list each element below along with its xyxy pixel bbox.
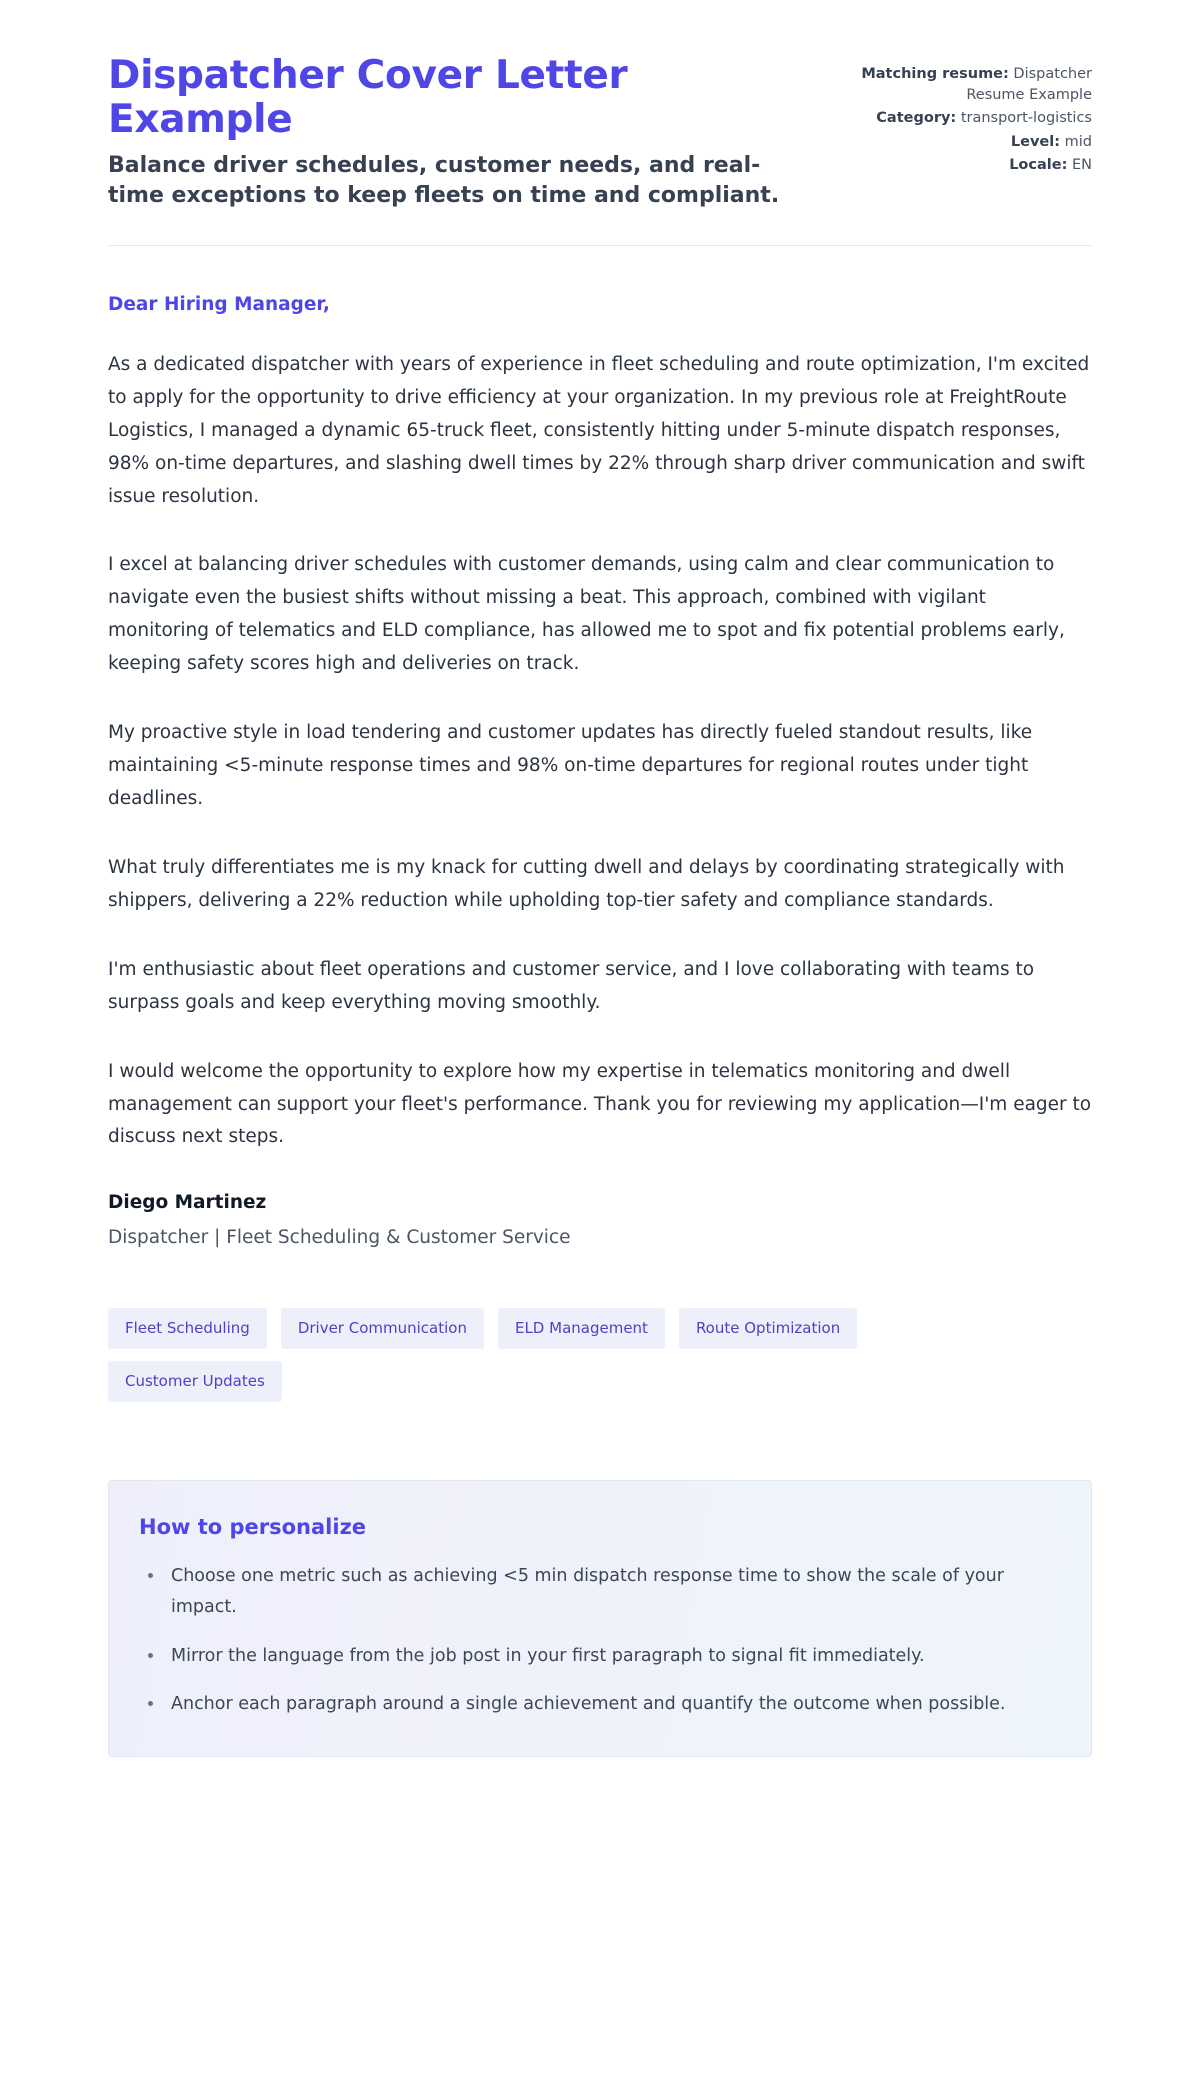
header-metadata <box>852 54 1092 179</box>
page-title: Dispatcher Cover Letter Example <box>108 53 628 142</box>
meta-row-level <box>852 132 1092 153</box>
skill-tag[interactable]: Customer Updates <box>108 1361 282 1402</box>
meta-label-locale: Locale: <box>1009 157 1068 174</box>
callout-list-item: • Anchor each paragraph around a single achievement and quantify the outcome when possible. <box>165 1689 1045 1720</box>
callout-list-item: • Mirror the language from the job post in your first paragraph to signal fit immediately. <box>165 1641 1045 1672</box>
signature-block <box>108 1192 1092 1248</box>
skill-tag[interactable]: Fleet Scheduling <box>108 1308 267 1349</box>
letter-paragraph-6: I would welcome the opportunity to explore how my expertise in telematics monitoring and dwell management can support your fleet's performance. Thank you for reviewing my application—I'm eager to discuss next steps. <box>108 1060 1092 1148</box>
header-title-block <box>108 54 812 210</box>
salutation: Dear Hiring Manager, <box>108 293 330 315</box>
skill-tag-list <box>108 1308 938 1402</box>
meta-label-matching-resume: Matching resume: <box>861 66 1009 82</box>
meta-value-matching-resume: Dispatcher Resume Example <box>966 66 1092 103</box>
cover-letter-body <box>108 246 1092 1249</box>
meta-value-locale: EN <box>1071 157 1092 174</box>
letter-paragraph-2: I excel at balancing driver schedules with customer demands, using calm and clear communication to navigate even the busiest shifts without missing a beat. This approach, combined with vigilant monitoring of telematics and ELD compliance, has allowed me to spot and fix potential problems early, keeping safety scores high and deliveries on track. <box>108 554 1065 675</box>
skill-tag[interactable]: ELD Management <box>498 1308 665 1349</box>
signature-role: Dispatcher | Fleet Scheduling & Customer Service <box>108 1227 571 1249</box>
meta-row-locale <box>852 155 1092 176</box>
meta-label-level: Level: <box>1010 133 1061 150</box>
callout-list-item: • Choose one metric such as achieving <5 min dispatch response time to show the scale of your impact. <box>165 1561 1045 1622</box>
callout-list <box>139 1561 1061 1720</box>
letter-paragraph-1: As a dedicated dispatcher with years of experience in fleet scheduling and route optimization, I'm excited to apply for the opportunity to drive efficiency at your organization. In my previous role at FreightRoute Logistics, I managed a dynamic 65-truck fleet, consistently hitting under 5-minute dispatch responses, 98% on-time departures, and slashing dwell times by 22% through sharp driver communication and swift issue resolution. <box>108 353 1090 507</box>
callout-title: How to personalize <box>139 1515 367 1540</box>
skill-tag[interactable]: Route Optimization <box>679 1308 857 1349</box>
meta-row-matching-resume <box>852 64 1092 105</box>
personalize-callout <box>108 1480 1092 1757</box>
page-subtitle: Balance driver schedules, customer needs, and real-time exceptions to keep fleets on time and compliant. <box>108 153 780 208</box>
meta-row-category <box>852 108 1092 129</box>
document-header <box>108 0 1092 210</box>
letter-paragraph-3: My proactive style in load tendering and customer updates has directly fueled standout results, like maintaining <5-minute response times and 98% on-time departures for regional routes under tight deadlines. <box>108 722 1033 809</box>
signature-name: Diego Martinez <box>108 1192 267 1214</box>
meta-value-category: transport-logistics <box>960 110 1092 127</box>
letter-paragraph-5: I'm enthusiastic about fleet operations and customer service, and I love collaborating with teams to surpass goals and keep everything moving smoothly. <box>108 958 1035 1013</box>
meta-value-level: mid <box>1064 133 1092 150</box>
letter-paragraph-4: What truly differentiates me is my knack for cutting dwell and delays by coordinating strategically with shippers, delivering a 22% reduction while upholding top-tier safety and compliance standards. <box>108 856 1065 911</box>
skill-tag[interactable]: Driver Communication <box>281 1308 484 1349</box>
meta-label-category: Category: <box>876 110 957 127</box>
